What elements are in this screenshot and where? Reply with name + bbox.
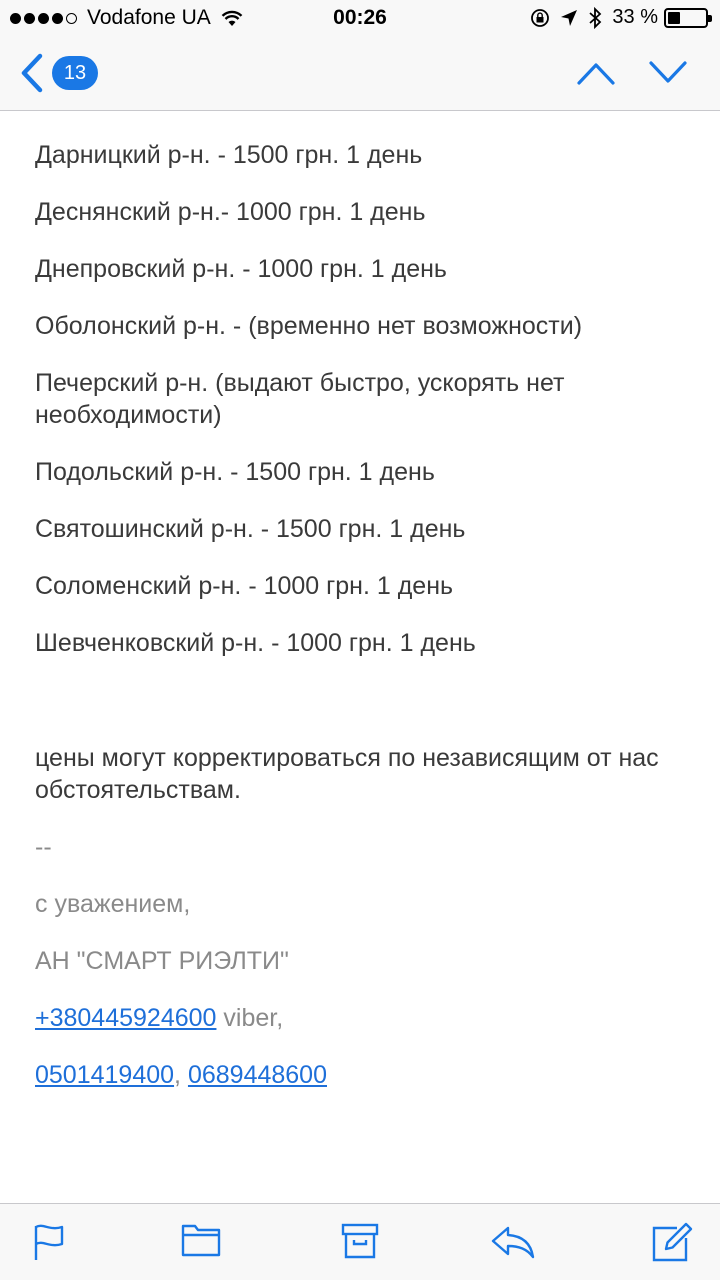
signature-agency: АН "СМАРТ РИЭЛТИ" xyxy=(35,947,289,975)
location-icon xyxy=(560,9,578,27)
email-body xyxy=(35,82,675,1116)
signature-phone-main-line xyxy=(35,1002,675,1034)
reply-icon[interactable] xyxy=(490,1222,536,1260)
district-line: Шевченковский р-н. - 1000 грн. 1 день xyxy=(35,629,476,657)
district-line: Соломенский р-н. - 1000 грн. 1 день xyxy=(35,572,454,600)
compose-icon[interactable] xyxy=(651,1222,693,1264)
district-line: Подольский р-н. - 1500 грн. 1 день xyxy=(35,458,435,486)
signature-separator: -- xyxy=(35,833,52,861)
battery-icon xyxy=(664,8,708,28)
chevron-left-icon xyxy=(18,52,46,94)
signature-phones-line xyxy=(35,1059,675,1091)
district-line: Деснянский р-н.- 1000 грн. 1 день xyxy=(35,198,426,226)
phone-link-main[interactable]: +380445924600 xyxy=(35,1004,217,1032)
battery-percent: 33 % xyxy=(612,6,658,28)
phone-link-mobile-1[interactable]: 0501419400 xyxy=(35,1061,175,1089)
status-right-group xyxy=(530,6,708,29)
district-line: Печерский р-н. (выдают быстро, ускорять нет необходимости) xyxy=(35,369,565,429)
carrier-name: Vodafone UA xyxy=(87,6,211,29)
signature xyxy=(35,831,675,1091)
signal-strength-icon xyxy=(10,13,80,24)
status-bar xyxy=(0,0,720,38)
wifi-icon xyxy=(220,9,244,27)
carrier-group xyxy=(10,6,244,30)
email-content[interactable] xyxy=(0,111,720,1203)
bluetooth-icon xyxy=(588,7,602,29)
clock: 00:26 xyxy=(333,6,387,29)
viber-label: viber, xyxy=(216,1004,284,1032)
phone-separator: , xyxy=(174,1061,188,1089)
flag-icon[interactable] xyxy=(32,1222,66,1262)
unread-count-badge: 13 xyxy=(52,56,98,90)
archive-icon[interactable] xyxy=(341,1222,379,1260)
district-line: Днепровский р-н. - 1000 грн. 1 день xyxy=(35,255,447,283)
rotation-lock-icon xyxy=(530,8,550,28)
price-note: цены могут корректироваться по независящим от нас обстоятельствам. xyxy=(35,744,659,804)
back-button[interactable] xyxy=(18,52,98,94)
navigation-bar xyxy=(0,38,720,111)
phone-link-mobile-2[interactable]: 0689448600 xyxy=(187,1061,327,1089)
bottom-toolbar xyxy=(0,1203,720,1280)
folder-icon[interactable] xyxy=(181,1222,221,1258)
district-line: Дарницкий р-н. - 1500 грн. 1 день xyxy=(35,141,423,169)
next-message-arrow-down-icon[interactable] xyxy=(648,58,688,88)
district-line: Оболонский р-н. - (временно нет возможности) xyxy=(35,312,583,340)
previous-message-arrow-up-icon[interactable] xyxy=(576,58,616,88)
district-line: Святошинский р-н. - 1500 грн. 1 день xyxy=(35,515,466,543)
signature-greeting: с уважением, xyxy=(35,890,191,918)
